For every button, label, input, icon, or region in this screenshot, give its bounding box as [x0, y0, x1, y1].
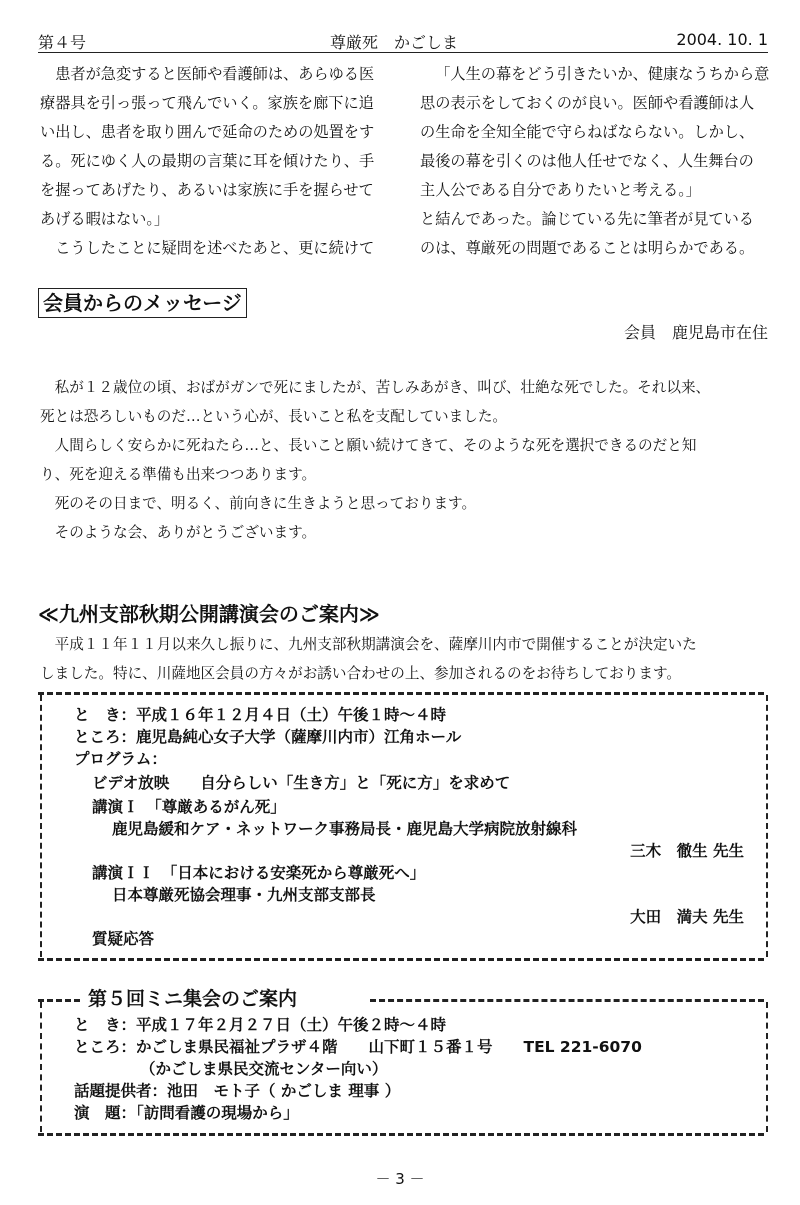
- message-body: [40, 373, 770, 547]
- text-line: 「人生の幕をどう引きたいか、健康なうちから意: [435, 65, 770, 83]
- mini-venue: ところ：かごしま県民福祉プラザ４階 山下町１５番１号 TEL 221-6070: [74, 1038, 642, 1056]
- text-line: 患者が急変すると医師や看護師は、あらゆる医: [55, 65, 375, 83]
- text-line: 私が１２歳位の頃、おばがガンで死にましたが、苦しみあがき、叫び、壮絶な死でした。それ以来、: [54, 379, 711, 396]
- mini-box-border-bottom: [38, 1133, 764, 1136]
- text-line: 平成１１年１１月以来久し振りに、九州支部秋期講演会を、薩摩川内市で開催することが決定いた: [54, 636, 697, 653]
- text-line: い出し、患者を取り囲んで延命のための処置をす: [40, 123, 375, 141]
- text-line: こうしたことに疑問を述べたあと、更に続けて: [55, 239, 375, 257]
- mini-venue-note: （かごしま県民交流センター向い）: [140, 1060, 388, 1078]
- header-rule: [38, 52, 768, 53]
- mini-box-border-top-left: [38, 999, 80, 1002]
- mini-topic: 演 題：「訪問看護の現場から」: [74, 1104, 299, 1122]
- text-line: 療器具を引っ張って飛んでいく。家族を廊下に追: [40, 94, 374, 112]
- box-border-left: [40, 695, 42, 957]
- qa-session: 質疑応答: [92, 930, 155, 948]
- talk2-speaker: 大田 満夫 先生: [630, 908, 744, 926]
- text-line: のは、尊厳死の問題であることは明らかである。: [420, 239, 755, 257]
- message-byline: 会員 鹿児島市在住: [623, 323, 768, 342]
- box-border-top: [38, 692, 764, 695]
- text-line: しました。特に、川薩地区会員の方々がお誘い合わせの上、参加されるのをお待ちしております。: [40, 665, 681, 682]
- text-line: 死とは恐ろしいものだ…という心が、長いこと私を支配していました。: [40, 408, 508, 425]
- mini-section-title: 第５回ミニ集会のご案内: [88, 988, 298, 1010]
- mini-speaker: 話題提供者：池田 モト子（ かごしま 理事 ）: [74, 1082, 401, 1100]
- text-line: を握ってあげたり、あるいは家族に手を握らせて: [40, 181, 374, 199]
- text-line: り、死を迎える準備も出来つつあります。: [40, 466, 317, 483]
- article-left-column: [40, 60, 390, 263]
- lecture-intro: [40, 630, 770, 688]
- mini-box-border-right: [766, 1002, 768, 1132]
- issue-date: 2004. 10. 1: [676, 30, 768, 49]
- lecture-date: と き：平成１６年１２月４日（土）午後１時～４時: [74, 706, 447, 724]
- issue-number: 第４号: [38, 33, 87, 52]
- talk1-speaker: 三木 徹生 先生: [630, 842, 744, 860]
- program-label: プログラム：: [74, 750, 167, 768]
- talk2-affiliation: 日本尊厳死協会理事・九州支部支部長: [112, 886, 376, 904]
- box-border-bottom: [38, 958, 764, 961]
- text-line: 思の表示をしておくのが良い。医師や看護師は人: [420, 94, 755, 112]
- text-line: 死のその日まで、明るく、前向きに生きようと思っております。: [54, 495, 477, 512]
- lecture-section-title: ≪九州支部秋期公開講演会のご案内≫: [38, 602, 380, 626]
- message-section-title: 会員からのメッセージ: [38, 288, 247, 318]
- mini-date: と き：平成１７年２月２７日（土）午後２時～４時: [74, 1016, 447, 1034]
- box-border-right: [766, 695, 768, 957]
- text-line: あげる暇はない。」: [40, 210, 170, 228]
- text-line: そのような会、ありがとうございます。: [54, 524, 317, 541]
- text-line: 最後の幕を引くのは他人任せでなく、人生舞台の: [420, 152, 754, 170]
- newsletter-title: 尊厳死 かごしま: [330, 33, 459, 52]
- text-line: の生命を全知全能で守らねばならない。しかし、: [420, 123, 755, 141]
- text-line: 人間らしく安らかに死ねたら…と、長いこと願い続けてきて、そのような死を選択できるのだと知: [54, 437, 697, 454]
- talk2-title: 講演ＩＩ 「日本における安楽死から尊厳死へ」: [92, 864, 426, 882]
- talk1-affiliation: 鹿児島緩和ケア・ネットワーク事務局長・鹿児島大学病院放射線科: [112, 820, 578, 838]
- page-number: － 3 －: [375, 1170, 425, 1188]
- program-video: ビデオ放映 自分らしい「生き方」と「死に方」を求めて: [92, 774, 511, 792]
- text-line: と結んであった。論じている先に筆者が見ている: [420, 210, 754, 228]
- mini-box-border-top-right: [370, 999, 764, 1002]
- lecture-venue: ところ：鹿児島純心女子大学（薩摩川内市）江角ホール: [74, 728, 462, 746]
- text-line: る。死にゆく人の最期の言葉に耳を傾けたり、手: [40, 152, 375, 170]
- mini-box-border-left: [40, 1002, 42, 1132]
- text-line: 主人公である自分でありたいと考える。」: [420, 181, 701, 199]
- talk1-title: 講演Ｉ 「尊厳あるがん死」: [92, 798, 286, 816]
- article-right-column: [420, 60, 770, 263]
